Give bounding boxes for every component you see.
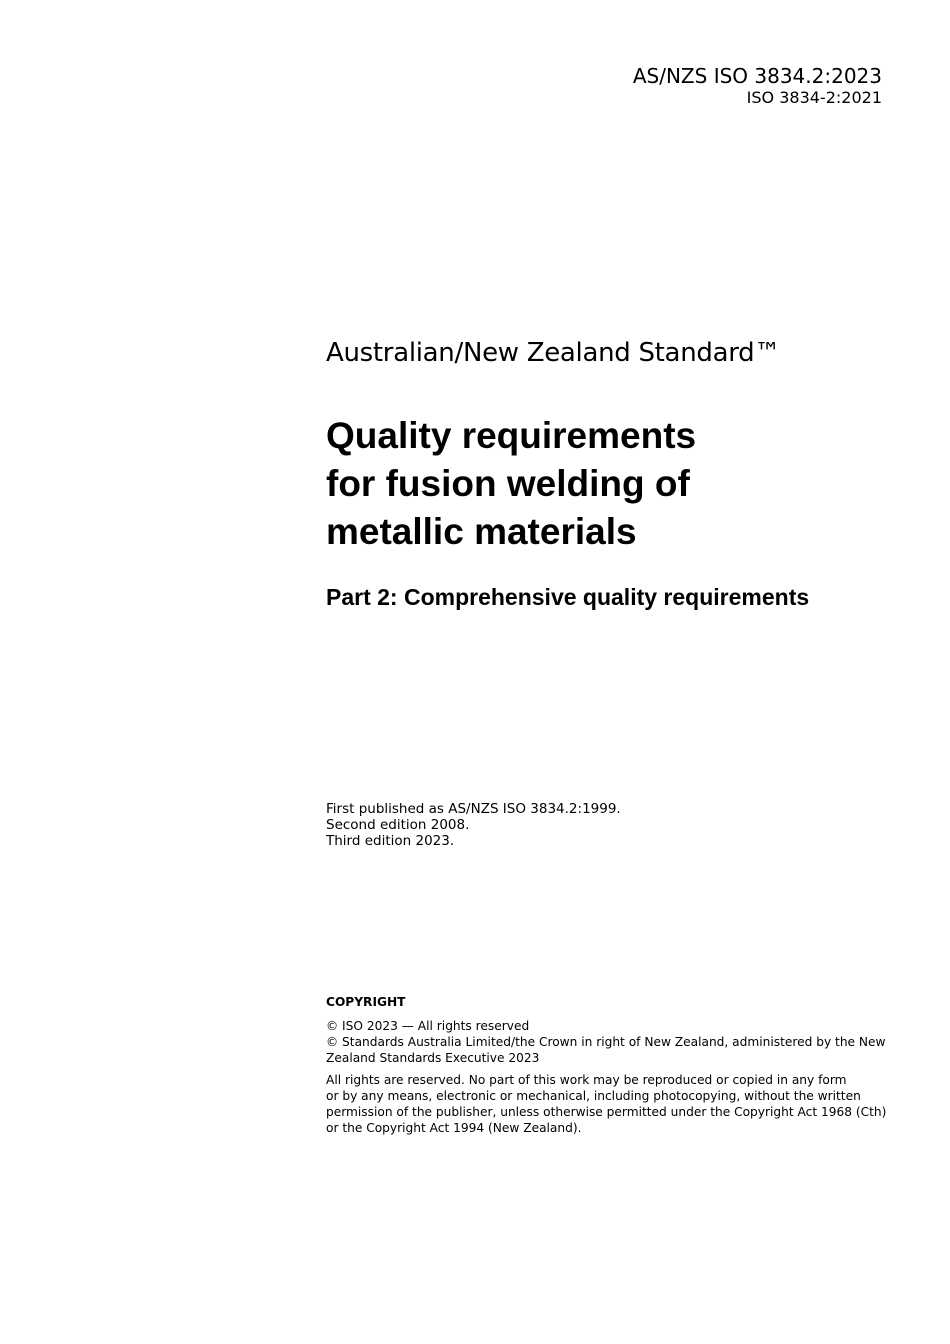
rights-statement — [326, 1072, 896, 1136]
rights-line: All rights are reserved. No part of this work may be reproduced or copied in any form — [326, 1073, 847, 1087]
copyright-heading: COPYRIGHT — [326, 995, 406, 1009]
copyright-notices — [326, 1018, 896, 1066]
rights-line: or the Copyright Act 1994 (New Zealand). — [326, 1121, 582, 1135]
edition-line: Second edition 2008. — [326, 817, 470, 833]
copyright-notice: © Standards Australia Limited/the Crown in right of New Zealand, administered by the New — [326, 1035, 886, 1049]
edition-line: First published as AS/NZS ISO 3834.2:1999. — [326, 801, 621, 817]
copyright-notice: © ISO 2023 — All rights reserved — [326, 1019, 530, 1033]
document-title — [326, 412, 896, 556]
copyright-notice: Zealand Standards Executive 2023 — [326, 1051, 540, 1065]
rights-line: permission of the publisher, unless otherwise permitted under the Copyright Act 1968 (Cth) — [326, 1105, 887, 1119]
standard-identifiers — [633, 64, 882, 108]
title-block — [326, 336, 896, 612]
edition-history — [326, 801, 621, 849]
title-line: for fusion welding of — [326, 463, 690, 504]
title-line: Quality requirements — [326, 415, 697, 456]
document-subtitle: Part 2: Comprehensive quality requirements — [326, 584, 810, 610]
edition-line: Third edition 2023. — [326, 833, 455, 849]
title-line: metallic materials — [326, 511, 637, 552]
iso-number: ISO 3834-2:2021 — [746, 88, 882, 107]
standard-type: Australian/New Zealand Standard™ — [326, 338, 781, 368]
rights-line: or by any means, electronic or mechanical, including photocopying, without the written — [326, 1089, 861, 1103]
copyright-section — [326, 994, 896, 1136]
standard-number: AS/NZS ISO 3834.2:2023 — [632, 64, 882, 88]
